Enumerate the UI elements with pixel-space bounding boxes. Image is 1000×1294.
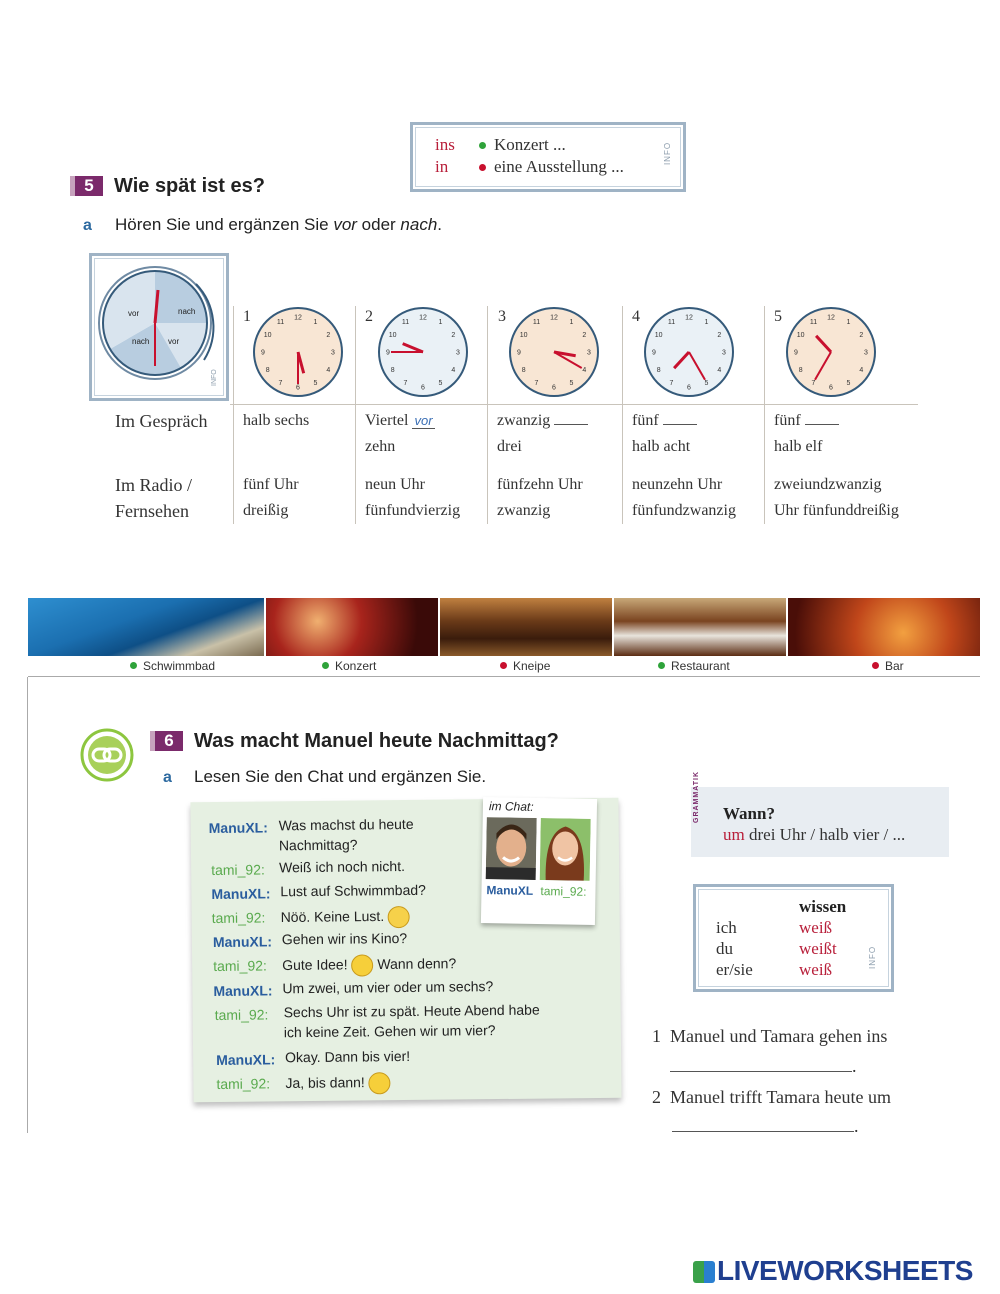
clock-digit: 9 (794, 349, 798, 357)
chat-user-manu: ManuXL: (212, 933, 273, 951)
task-text-oder: oder (356, 215, 401, 234)
radio-4b: fünfundzwanzig (632, 502, 736, 519)
clock-digit: 5 (846, 379, 851, 387)
answer-input-ex2[interactable] (672, 1117, 854, 1132)
clock-digit: 2 (326, 332, 331, 339)
clock-digit: 5 (569, 379, 574, 387)
green-dot-icon (479, 142, 486, 149)
section-number-badge: 6 (150, 731, 183, 751)
clock-digit: 1 (846, 319, 851, 327)
pronoun-ich: ich (716, 918, 737, 937)
clock-digit: 7 (534, 379, 539, 387)
section-number-badge: 5 (70, 176, 103, 196)
info-clock-tag: INFO (211, 369, 218, 386)
clock-digit: 10 (519, 332, 528, 339)
info-clock-box (89, 253, 229, 401)
radio-4a: neunzehn Uhr (632, 476, 723, 493)
clock-digit: 4 (582, 367, 587, 374)
annoyed-smiley-icon (388, 906, 410, 928)
clock-digit: 5 (313, 379, 318, 387)
radio-3a: fünfzehn Uhr (497, 476, 583, 493)
clock-digit: 11 (809, 319, 818, 327)
clock-digit: 11 (401, 319, 410, 327)
clock-digit: 4 (326, 367, 331, 374)
clock-digit: 3 (587, 349, 591, 357)
chat-user-tami: tami_92: (211, 861, 265, 879)
clock-4 (645, 308, 733, 396)
clock-digit: 8 (521, 367, 526, 374)
chat-message-text: Ja, bis dann! (285, 1074, 365, 1091)
clock-digit: 2 (859, 332, 864, 339)
clock-digit: 4 (859, 367, 864, 374)
clock-digit: 10 (263, 332, 272, 339)
grammatik-tag: GRAMMATIK (693, 770, 700, 823)
gespraech-1: halb sechs (243, 412, 310, 429)
place-text: Schwimmbad (143, 659, 216, 673)
clock-1 (254, 308, 342, 396)
avatar-manu (486, 817, 537, 880)
section-title: Was macht Manuel heute Nachmittag? (194, 730, 559, 752)
gespraech-5 (774, 408, 839, 434)
gespraech-2b: zehn (365, 438, 396, 455)
clock-number-2: 2 (365, 308, 373, 325)
clock-digit: 2 (717, 332, 722, 339)
answer-input-2[interactable]: vor (414, 413, 433, 428)
logo-mark-icon (693, 1261, 715, 1283)
task-instruction: Lesen Sie den Chat und ergänzen Sie. (194, 767, 487, 786)
clock-number-3: 3 (498, 308, 506, 325)
clock-digit: 1 (569, 319, 574, 327)
label-nach-top: nach (178, 307, 196, 316)
clock-digit: 8 (390, 367, 395, 374)
clock-digit: 3 (722, 349, 726, 357)
clock-digit: 12 (550, 314, 558, 322)
grammatik-text (723, 825, 905, 845)
clock-digit: 1 (704, 319, 709, 327)
section-title: Wie spät ist es? (114, 175, 265, 197)
clock-digit: 2 (582, 332, 587, 339)
label-vor-top: vor (128, 309, 140, 318)
wissen-info-tag: INFO (868, 945, 877, 969)
place-label-schwimmbad (130, 659, 215, 673)
info-row-ins (435, 135, 566, 155)
photo-konzert (266, 598, 438, 656)
clock-digit: 1 (313, 319, 318, 327)
chat-user-tami: tami_92: (211, 909, 266, 927)
chat-user-tami: tami_92: (213, 957, 267, 975)
chat-user-manu: ManuXL: (208, 819, 268, 837)
chat-message: Weiß ich noch nicht. (279, 858, 406, 876)
noun-ausstellung: eine Ausstellung ... (494, 157, 624, 176)
radio-2a: neun Uhr (365, 476, 425, 493)
grammatik-title: Wann? (723, 804, 775, 823)
chat-message: Sechs Uhr ist zu spät. Heute Abend habe (283, 1001, 540, 1021)
pronoun-er-sie: er/sie (716, 960, 753, 979)
green-dot-icon (658, 662, 665, 669)
exercise-1 (652, 1026, 887, 1047)
gespraech-5b: halb elf (774, 438, 823, 455)
clock-digit: 4 (717, 367, 722, 374)
chat-message: Okay. Dann bis vier! (285, 1047, 411, 1066)
chat-message: ich keine Zeit. Gehen wir um vier? (283, 1022, 496, 1041)
exercise-text: Manuel trifft Tamara heute um (670, 1087, 892, 1107)
wink-smiley-icon (369, 1072, 391, 1094)
chat-user-tami: tami_92: (216, 1075, 271, 1092)
exercise-2 (652, 1087, 891, 1108)
im-chat-label: im Chat: (488, 799, 534, 814)
clock-5 (787, 308, 875, 396)
gespraech-2-text: Viertel (365, 412, 409, 429)
answer-input-5[interactable] (805, 410, 839, 425)
radio-5b: Uhr fünfunddreißig (774, 502, 899, 519)
chat-message-text: Gute Idee! (282, 956, 348, 974)
place-label-kneipe (500, 659, 550, 673)
avatar-label-manu: ManuXL (486, 883, 534, 898)
exercise-text: Manuel und Tamara gehen ins (670, 1026, 888, 1046)
chat-message: Nachmittag? (278, 836, 358, 854)
page-left-rule (27, 677, 28, 1133)
wissen-box (693, 884, 894, 992)
clocks-row (233, 300, 923, 404)
place-label-konzert (322, 659, 376, 673)
chat-user-manu: ManuXL: (211, 885, 271, 903)
chat-message: Gehen wir ins Kino? (281, 929, 408, 948)
noun-konzert: Konzert ... (494, 135, 566, 154)
chat-message (285, 1072, 391, 1095)
green-dot-icon (322, 662, 329, 669)
gespraech-4-text: fünf (632, 412, 659, 429)
chat-message (282, 953, 456, 977)
clock-digit: 4 (451, 367, 456, 374)
grammatik-um: um (723, 825, 745, 844)
clock-digit: 7 (669, 379, 674, 387)
chat-user-manu: ManuXL: (213, 982, 273, 1000)
chat-message-text: Nöö. Keine Lust. (280, 907, 385, 926)
clock-digit: 12 (685, 314, 693, 322)
chat-message-text: Wann denn? (377, 955, 457, 973)
gespraech-3-text: zwanzig (497, 412, 551, 429)
avatar-label-tami: tami_92: (540, 884, 587, 899)
place-label-restaurant (658, 659, 730, 673)
clock-digit: 11 (532, 319, 541, 327)
clock-digit: 9 (386, 349, 390, 357)
gespraech-2 (365, 408, 435, 434)
photo-schwimmbad (28, 598, 264, 656)
clock-digit: 3 (864, 349, 868, 357)
place-text: Konzert (335, 659, 377, 673)
clock-digit: 5 (704, 379, 709, 387)
task-text-end: . (437, 215, 443, 234)
clock-digit: 10 (388, 332, 397, 339)
clock-digit: 8 (798, 367, 803, 374)
row-label-gespraech: Im Gespräch (115, 411, 208, 431)
period: . (852, 1056, 857, 1076)
photo-kneipe (440, 598, 612, 656)
form-er-sie: weiß (799, 960, 833, 979)
chat-user-manu: ManuXL: (216, 1051, 276, 1068)
radio-3b: zwanzig (497, 502, 551, 519)
article-in: in (435, 157, 449, 176)
avatar-tami (540, 818, 591, 881)
strip-divider (28, 676, 980, 677)
exercise-number: 2 (652, 1087, 661, 1107)
chat-user-tami: tami_92: (214, 1006, 269, 1024)
green-dot-icon (130, 662, 137, 669)
grammatik-rest: drei Uhr / halb vier / ... (744, 825, 906, 844)
gespraech-4 (632, 408, 697, 434)
info-tag: INFO (662, 141, 672, 166)
info-clock-illustration (92, 256, 226, 398)
chat-message: Lust auf Schwimmbad? (280, 881, 426, 900)
gespraech-4b: halb acht (632, 438, 691, 455)
gespraech-3b: drei (497, 438, 522, 455)
info-row-in (435, 157, 624, 177)
wissen-header: wissen (799, 897, 847, 916)
clock-digit: 9 (517, 349, 521, 357)
chat-message: Was machst du heute (278, 815, 414, 834)
chat-message (281, 906, 411, 929)
clock-digit: 12 (294, 314, 302, 322)
exercise-1-answer (670, 1056, 857, 1077)
clock-digit: 11 (276, 319, 285, 327)
clock-digit: 5 (438, 379, 443, 387)
answer-input-ex1[interactable] (670, 1057, 852, 1072)
clock-3 (510, 308, 598, 396)
im-chat-card (481, 797, 597, 925)
radio-5a: zweiundzwanzig (774, 476, 882, 493)
liveworksheets-logo (693, 1255, 973, 1287)
clock-digit: 6 (829, 384, 833, 392)
link-icon[interactable] (80, 728, 134, 782)
radio-1b: dreißig (243, 502, 289, 519)
clock-number-5: 5 (774, 308, 782, 325)
grammatik-box (691, 770, 949, 857)
place-label-bar (872, 659, 904, 673)
logo-text: LIVEWORKSHEETS (717, 1255, 973, 1286)
task-letter: a (83, 217, 92, 234)
exercise-number: 1 (652, 1026, 661, 1046)
chat-message: Um zwei, um vier oder um sechs? (282, 978, 494, 997)
task-word-vor: vor (333, 215, 357, 234)
clock-number-4: 4 (632, 308, 640, 325)
red-dot-icon (500, 662, 507, 669)
red-dot-icon (872, 662, 879, 669)
clock-digit: 10 (654, 332, 663, 339)
label-vor-bottom: vor (168, 337, 180, 346)
row-divider (230, 404, 918, 405)
form-du: weißt (799, 939, 837, 958)
clock-digit: 8 (656, 367, 661, 374)
clock-digit: 1 (438, 319, 443, 327)
clock-digit: 3 (456, 349, 460, 357)
gespraech-5-text: fünf (774, 412, 801, 429)
clock-digit: 6 (552, 384, 556, 392)
task-instruction (115, 215, 442, 235)
clock-digit: 8 (265, 367, 270, 374)
clock-digit: 11 (667, 319, 676, 327)
article-ins: ins (435, 135, 455, 154)
photo-restaurant (614, 598, 786, 656)
task-letter: a (163, 769, 172, 786)
clock-digit: 7 (403, 379, 408, 387)
clock-number-1: 1 (243, 308, 251, 325)
clock-digit: 7 (811, 379, 816, 387)
red-dot-icon (479, 164, 486, 171)
clock-digit: 2 (451, 332, 456, 339)
exercise-2-answer (672, 1116, 859, 1137)
place-text: Kneipe (513, 659, 551, 673)
row-label-fernsehen: Fernsehen (115, 501, 189, 521)
place-text: Bar (885, 659, 904, 673)
row-label-radio: Im Radio / (115, 475, 192, 495)
info-box-ins-in (410, 122, 686, 192)
clock-digit: 6 (687, 384, 691, 392)
form-ich: weiß (799, 918, 833, 937)
label-nach-bottom: nach (132, 337, 150, 346)
answer-input-4[interactable] (663, 410, 697, 425)
clock-2 (379, 308, 467, 396)
place-text: Restaurant (671, 659, 730, 673)
pronoun-du: du (716, 939, 733, 958)
answer-input-3[interactable] (554, 410, 588, 425)
clock-digit: 12 (419, 314, 427, 322)
wink-smiley-icon (351, 954, 373, 976)
period: . (854, 1116, 859, 1136)
clock-digit: 3 (331, 349, 335, 357)
clock-digit: 10 (796, 332, 805, 339)
clock-digit: 12 (827, 314, 835, 322)
gespraech-3 (497, 408, 588, 434)
clock-digit: 9 (652, 349, 656, 357)
task-text-part: Hören Sie und ergänzen Sie (115, 215, 334, 234)
radio-2b: fünfundvierzig (365, 502, 461, 519)
clock-digit: 9 (261, 349, 265, 357)
radio-1a: fünf Uhr (243, 476, 299, 493)
clock-digit: 6 (296, 384, 300, 392)
clock-digit: 6 (421, 384, 425, 392)
task-word-nach: nach (400, 215, 438, 234)
clock-digit: 7 (278, 379, 283, 387)
photo-bar (788, 598, 980, 656)
